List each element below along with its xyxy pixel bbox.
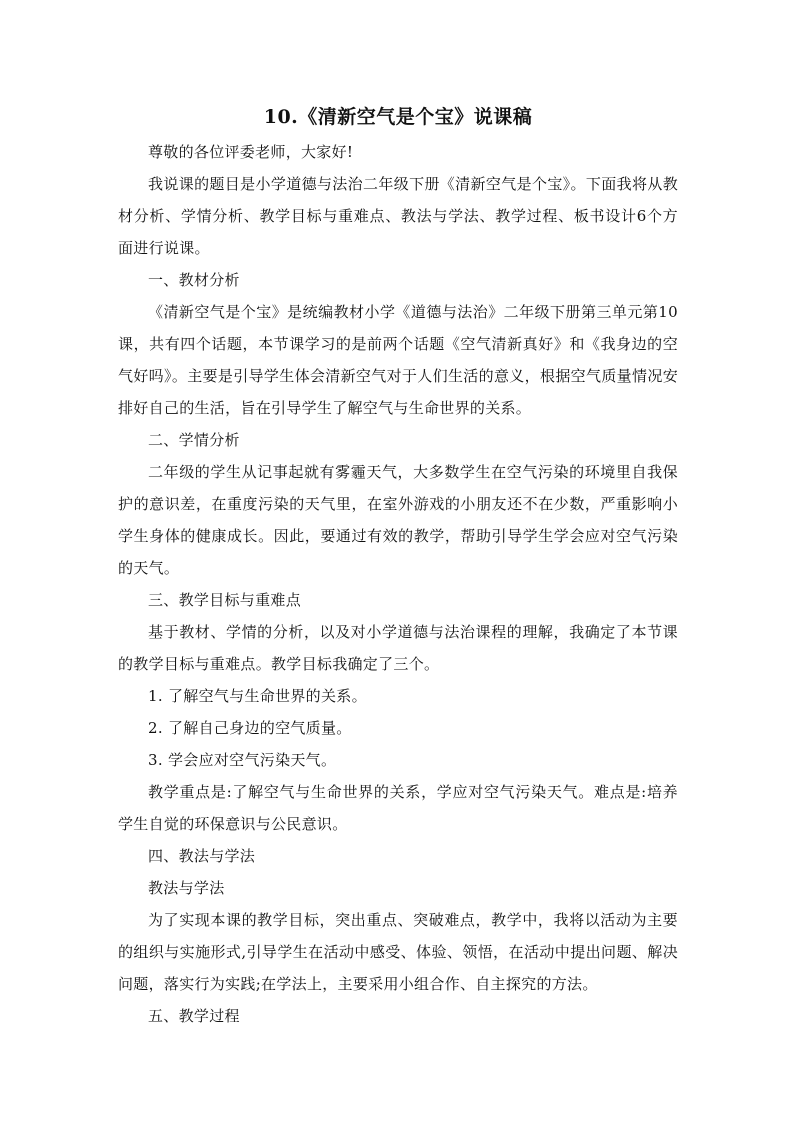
textbook-analysis-paragraph: 《清新空气是个宝》是统编教材小学《道德与法治》二年级下册第三单元第10课，共有四个话题，本节课学习的是前两个话题《空气清新真好》和《我身边的空气好吗》。主要是引导学生体会清新空气对于人们生活的意义，根据空气质量情况安排好自己的生活，旨在引导学生了解空气与生命世界的关系。	[118, 303, 678, 417]
document-title: 10.《清新空气是个宝》说课稿	[263, 106, 533, 128]
section-heading-textbook-analysis: 一、教材分析	[148, 271, 240, 289]
section-heading-methods: 四、教法与学法	[148, 847, 256, 865]
objectives-intro-paragraph: 基于教材、学情的分析，以及对小学道德与法治课程的理解，我确定了本节课的教学目标与重难点。教学目标我确定了三个。	[118, 623, 678, 673]
methods-paragraph: 为了实现本课的教学目标，突出重点、突破难点，教学中，我将以活动为主要的组织与实施形式,引导学生在活动中感受、体验、领悟，在活动中提出问题、解决问题，落实行为实践;在学法上，主要采用小组合作、自主探究的方法。	[118, 911, 678, 993]
objective-item-1: 1. 了解空气与生命世界的关系。	[148, 687, 367, 705]
learner-analysis-paragraph: 二年级的学生从记事起就有雾霾天气，大多数学生在空气污染的环境里自我保护的意识差，在重度污染的天气里，在室外游戏的小朋友还不在少数，严重影响小学生身体的健康成长。因此，要通过有效的教学，帮助引导学生学会应对空气污染的天气。	[118, 463, 678, 577]
greeting-paragraph: 尊敬的各位评委老师，大家好!	[148, 143, 354, 161]
objective-item-2: 2. 了解自己身边的空气质量。	[148, 719, 352, 737]
objective-item-3: 3. 学会应对空气污染天气。	[148, 751, 337, 769]
key-difficult-points-paragraph: 教学重点是:了解空气与生命世界的关系，学应对空气污染天气。难点是:培养学生自觉的环保意识与公民意识。	[118, 783, 678, 833]
document-page	[118, 102, 678, 1032]
section-heading-objectives: 三、教学目标与重难点	[148, 591, 302, 609]
intro-paragraph: 我说课的题目是小学道德与法治二年级下册《清新空气是个宝》。下面我将从教材分析、学情分析、教学目标与重难点、教法与学法、教学过程、板书设计6个方面进行说课。	[118, 175, 678, 257]
section-heading-learner-analysis: 二、学情分析	[148, 431, 240, 449]
methods-subheading: 教法与学法	[148, 879, 225, 897]
section-heading-teaching-process: 五、教学过程	[148, 1007, 240, 1025]
